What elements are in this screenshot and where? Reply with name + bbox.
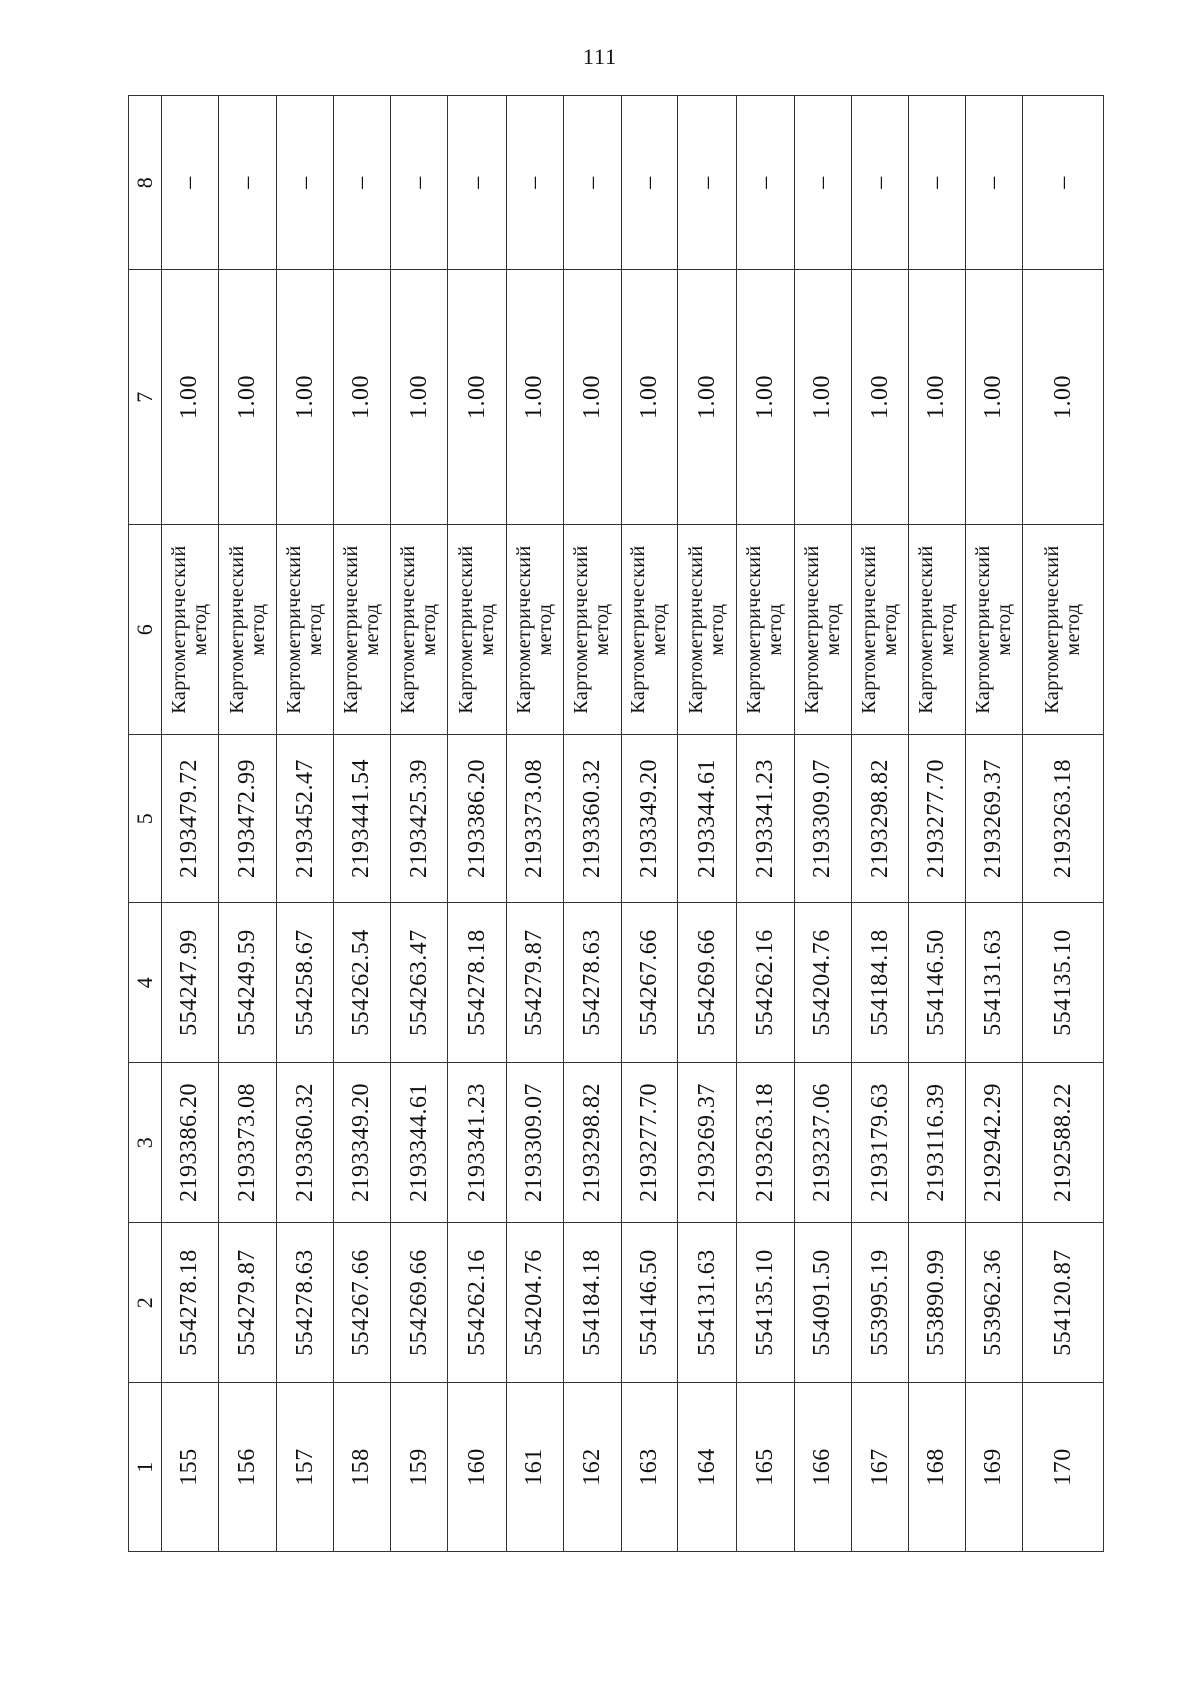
x-coordinate-cell: 554184.18 bbox=[852, 903, 909, 1063]
accuracy-cell: 1.00 bbox=[162, 270, 219, 525]
note-cell: – bbox=[277, 96, 334, 270]
accuracy-cell: 1.00 bbox=[218, 270, 277, 525]
x-coordinate-cell: 554267.66 bbox=[621, 903, 678, 1063]
note-cell: – bbox=[1023, 96, 1104, 270]
header-cell: 4 bbox=[129, 903, 162, 1063]
point-number-cell: 164 bbox=[678, 1383, 737, 1552]
note-cell: – bbox=[794, 96, 852, 270]
coordinates-table-frame bbox=[128, 96, 1104, 1552]
method-cell: Картометрический метод bbox=[852, 525, 909, 735]
table-row bbox=[621, 96, 678, 1552]
header-cell: 7 bbox=[129, 270, 162, 525]
method-cell: Картометрический метод bbox=[218, 525, 277, 735]
page-number: 111 bbox=[582, 44, 618, 69]
table-row bbox=[736, 96, 794, 1552]
y-coordinate-cell: 2193344.61 bbox=[678, 735, 737, 903]
x-coordinate-cell: 554262.16 bbox=[736, 903, 794, 1063]
point-number-cell: 167 bbox=[852, 1383, 909, 1552]
point-number-cell: 157 bbox=[277, 1383, 334, 1552]
y-coordinate-cell: 2192942.29 bbox=[965, 1063, 1023, 1223]
x-coordinate-cell: 554279.87 bbox=[507, 903, 564, 1063]
method-cell: Картометрический метод bbox=[678, 525, 737, 735]
point-number-cell: 166 bbox=[794, 1383, 852, 1552]
y-coordinate-cell: 2193309.07 bbox=[507, 1063, 564, 1223]
point-number-cell: 169 bbox=[965, 1383, 1023, 1552]
y-coordinate-cell: 2193360.32 bbox=[277, 1063, 334, 1223]
x-coordinate-cell: 554184.18 bbox=[563, 1223, 621, 1383]
accuracy-cell: 1.00 bbox=[277, 270, 334, 525]
accuracy-cell: 1.00 bbox=[678, 270, 737, 525]
x-coordinate-cell: 554204.76 bbox=[794, 903, 852, 1063]
table-row bbox=[218, 96, 277, 1552]
method-cell: Картометрический метод bbox=[563, 525, 621, 735]
y-coordinate-cell: 2193425.39 bbox=[390, 735, 448, 903]
method-cell: Картометрический метод bbox=[794, 525, 852, 735]
y-coordinate-cell: 2193341.23 bbox=[448, 1063, 507, 1223]
y-coordinate-cell: 2192588.22 bbox=[1023, 1063, 1104, 1223]
table-row bbox=[1023, 96, 1104, 1552]
method-cell: Картометрический метод bbox=[908, 525, 965, 735]
header-cell: 1 bbox=[129, 1383, 162, 1552]
x-coordinate-cell: 554204.76 bbox=[507, 1223, 564, 1383]
y-coordinate-cell: 2193263.18 bbox=[1023, 735, 1104, 903]
note-cell: – bbox=[852, 96, 909, 270]
point-number-cell: 162 bbox=[563, 1383, 621, 1552]
table-row bbox=[162, 96, 219, 1552]
x-coordinate-cell: 554131.63 bbox=[678, 1223, 737, 1383]
x-coordinate-cell: 553962.36 bbox=[965, 1223, 1023, 1383]
y-coordinate-cell: 2193269.37 bbox=[965, 735, 1023, 903]
y-coordinate-cell: 2193179.63 bbox=[852, 1063, 909, 1223]
note-cell: – bbox=[448, 96, 507, 270]
table-row bbox=[277, 96, 334, 1552]
header-cell: 5 bbox=[129, 735, 162, 903]
method-cell: Картометрический метод bbox=[736, 525, 794, 735]
y-coordinate-cell: 2193386.20 bbox=[448, 735, 507, 903]
y-coordinate-cell: 2193263.18 bbox=[736, 1063, 794, 1223]
accuracy-cell: 1.00 bbox=[852, 270, 909, 525]
y-coordinate-cell: 2193386.20 bbox=[162, 1063, 219, 1223]
x-coordinate-cell: 554262.54 bbox=[334, 903, 391, 1063]
accuracy-cell: 1.00 bbox=[563, 270, 621, 525]
header-cell: 6 bbox=[129, 525, 162, 735]
point-number-cell: 161 bbox=[507, 1383, 564, 1552]
x-coordinate-cell: 554135.10 bbox=[1023, 903, 1104, 1063]
x-coordinate-cell: 554278.63 bbox=[277, 1223, 334, 1383]
note-cell: – bbox=[563, 96, 621, 270]
coordinates-table bbox=[128, 95, 1104, 1552]
y-coordinate-cell: 2193373.08 bbox=[507, 735, 564, 903]
x-coordinate-cell: 554279.87 bbox=[218, 1223, 277, 1383]
x-coordinate-cell: 554135.10 bbox=[736, 1223, 794, 1383]
y-coordinate-cell: 2193360.32 bbox=[563, 735, 621, 903]
accuracy-cell: 1.00 bbox=[908, 270, 965, 525]
x-coordinate-cell: 554278.63 bbox=[563, 903, 621, 1063]
table-row bbox=[965, 96, 1023, 1552]
note-cell: – bbox=[162, 96, 219, 270]
x-coordinate-cell: 554263.47 bbox=[390, 903, 448, 1063]
header-cell: 2 bbox=[129, 1223, 162, 1383]
x-coordinate-cell: 554146.50 bbox=[621, 1223, 678, 1383]
y-coordinate-cell: 2193298.82 bbox=[852, 735, 909, 903]
note-cell: – bbox=[507, 96, 564, 270]
x-coordinate-cell: 554131.63 bbox=[965, 903, 1023, 1063]
y-coordinate-cell: 2193373.08 bbox=[218, 1063, 277, 1223]
table-row bbox=[390, 96, 448, 1552]
note-cell: – bbox=[736, 96, 794, 270]
accuracy-cell: 1.00 bbox=[1023, 270, 1104, 525]
table-row bbox=[852, 96, 909, 1552]
method-cell: Картометрический метод bbox=[965, 525, 1023, 735]
y-coordinate-cell: 2193452.47 bbox=[277, 735, 334, 903]
point-number-cell: 163 bbox=[621, 1383, 678, 1552]
accuracy-cell: 1.00 bbox=[448, 270, 507, 525]
rotated-table-wrapper bbox=[128, 96, 1104, 1552]
note-cell: – bbox=[965, 96, 1023, 270]
x-coordinate-cell: 553995.19 bbox=[852, 1223, 909, 1383]
header-cell: 3 bbox=[129, 1063, 162, 1223]
point-number-cell: 159 bbox=[390, 1383, 448, 1552]
point-number-cell: 170 bbox=[1023, 1383, 1104, 1552]
note-cell: – bbox=[218, 96, 277, 270]
y-coordinate-cell: 2193349.20 bbox=[334, 1063, 391, 1223]
x-coordinate-cell: 554120.87 bbox=[1023, 1223, 1104, 1383]
point-number-cell: 155 bbox=[162, 1383, 219, 1552]
x-coordinate-cell: 554262.16 bbox=[448, 1223, 507, 1383]
x-coordinate-cell: 554269.66 bbox=[678, 903, 737, 1063]
note-cell: – bbox=[390, 96, 448, 270]
y-coordinate-cell: 2193309.07 bbox=[794, 735, 852, 903]
point-number-cell: 158 bbox=[334, 1383, 391, 1552]
y-coordinate-cell: 2193341.23 bbox=[736, 735, 794, 903]
point-number-cell: 168 bbox=[908, 1383, 965, 1552]
accuracy-cell: 1.00 bbox=[965, 270, 1023, 525]
table-row bbox=[507, 96, 564, 1552]
table-row bbox=[678, 96, 737, 1552]
point-number-cell: 156 bbox=[218, 1383, 277, 1552]
x-coordinate-cell: 553890.99 bbox=[908, 1223, 965, 1383]
x-coordinate-cell: 554267.66 bbox=[334, 1223, 391, 1383]
x-coordinate-cell: 554247.99 bbox=[162, 903, 219, 1063]
note-cell: – bbox=[908, 96, 965, 270]
y-coordinate-cell: 2193269.37 bbox=[678, 1063, 737, 1223]
method-cell: Картометрический метод bbox=[390, 525, 448, 735]
y-coordinate-cell: 2193349.20 bbox=[621, 735, 678, 903]
x-coordinate-cell: 554146.50 bbox=[908, 903, 965, 1063]
accuracy-cell: 1.00 bbox=[507, 270, 564, 525]
point-number-cell: 160 bbox=[448, 1383, 507, 1552]
method-cell: Картометрический метод bbox=[277, 525, 334, 735]
y-coordinate-cell: 2193479.72 bbox=[162, 735, 219, 903]
accuracy-cell: 1.00 bbox=[390, 270, 448, 525]
accuracy-cell: 1.00 bbox=[736, 270, 794, 525]
table-row bbox=[563, 96, 621, 1552]
method-cell: Картометрический метод bbox=[334, 525, 391, 735]
table-row bbox=[334, 96, 391, 1552]
method-cell: Картометрический метод bbox=[162, 525, 219, 735]
note-cell: – bbox=[678, 96, 737, 270]
point-number-cell: 165 bbox=[736, 1383, 794, 1552]
y-coordinate-cell: 2193277.70 bbox=[621, 1063, 678, 1223]
header-row bbox=[129, 96, 162, 1552]
note-cell: – bbox=[621, 96, 678, 270]
x-coordinate-cell: 554249.59 bbox=[218, 903, 277, 1063]
y-coordinate-cell: 2193344.61 bbox=[390, 1063, 448, 1223]
accuracy-cell: 1.00 bbox=[334, 270, 391, 525]
x-coordinate-cell: 554091.50 bbox=[794, 1223, 852, 1383]
x-coordinate-cell: 554278.18 bbox=[162, 1223, 219, 1383]
y-coordinate-cell: 2193277.70 bbox=[908, 735, 965, 903]
method-cell: Картометрический метод bbox=[1023, 525, 1104, 735]
table-row bbox=[794, 96, 852, 1552]
note-cell: – bbox=[334, 96, 391, 270]
accuracy-cell: 1.00 bbox=[794, 270, 852, 525]
y-coordinate-cell: 2193441.54 bbox=[334, 735, 391, 903]
accuracy-cell: 1.00 bbox=[621, 270, 678, 525]
y-coordinate-cell: 2193298.82 bbox=[563, 1063, 621, 1223]
x-coordinate-cell: 554278.18 bbox=[448, 903, 507, 1063]
method-cell: Картометрический метод bbox=[448, 525, 507, 735]
header-cell: 8 bbox=[129, 96, 162, 270]
method-cell: Картометрический метод bbox=[507, 525, 564, 735]
table-row bbox=[448, 96, 507, 1552]
y-coordinate-cell: 2193116.39 bbox=[908, 1063, 965, 1223]
x-coordinate-cell: 554258.67 bbox=[277, 903, 334, 1063]
x-coordinate-cell: 554269.66 bbox=[390, 1223, 448, 1383]
table-row bbox=[908, 96, 965, 1552]
y-coordinate-cell: 2193237.06 bbox=[794, 1063, 852, 1223]
table-body bbox=[162, 96, 1104, 1552]
y-coordinate-cell: 2193472.99 bbox=[218, 735, 277, 903]
method-cell: Картометрический метод bbox=[621, 525, 678, 735]
